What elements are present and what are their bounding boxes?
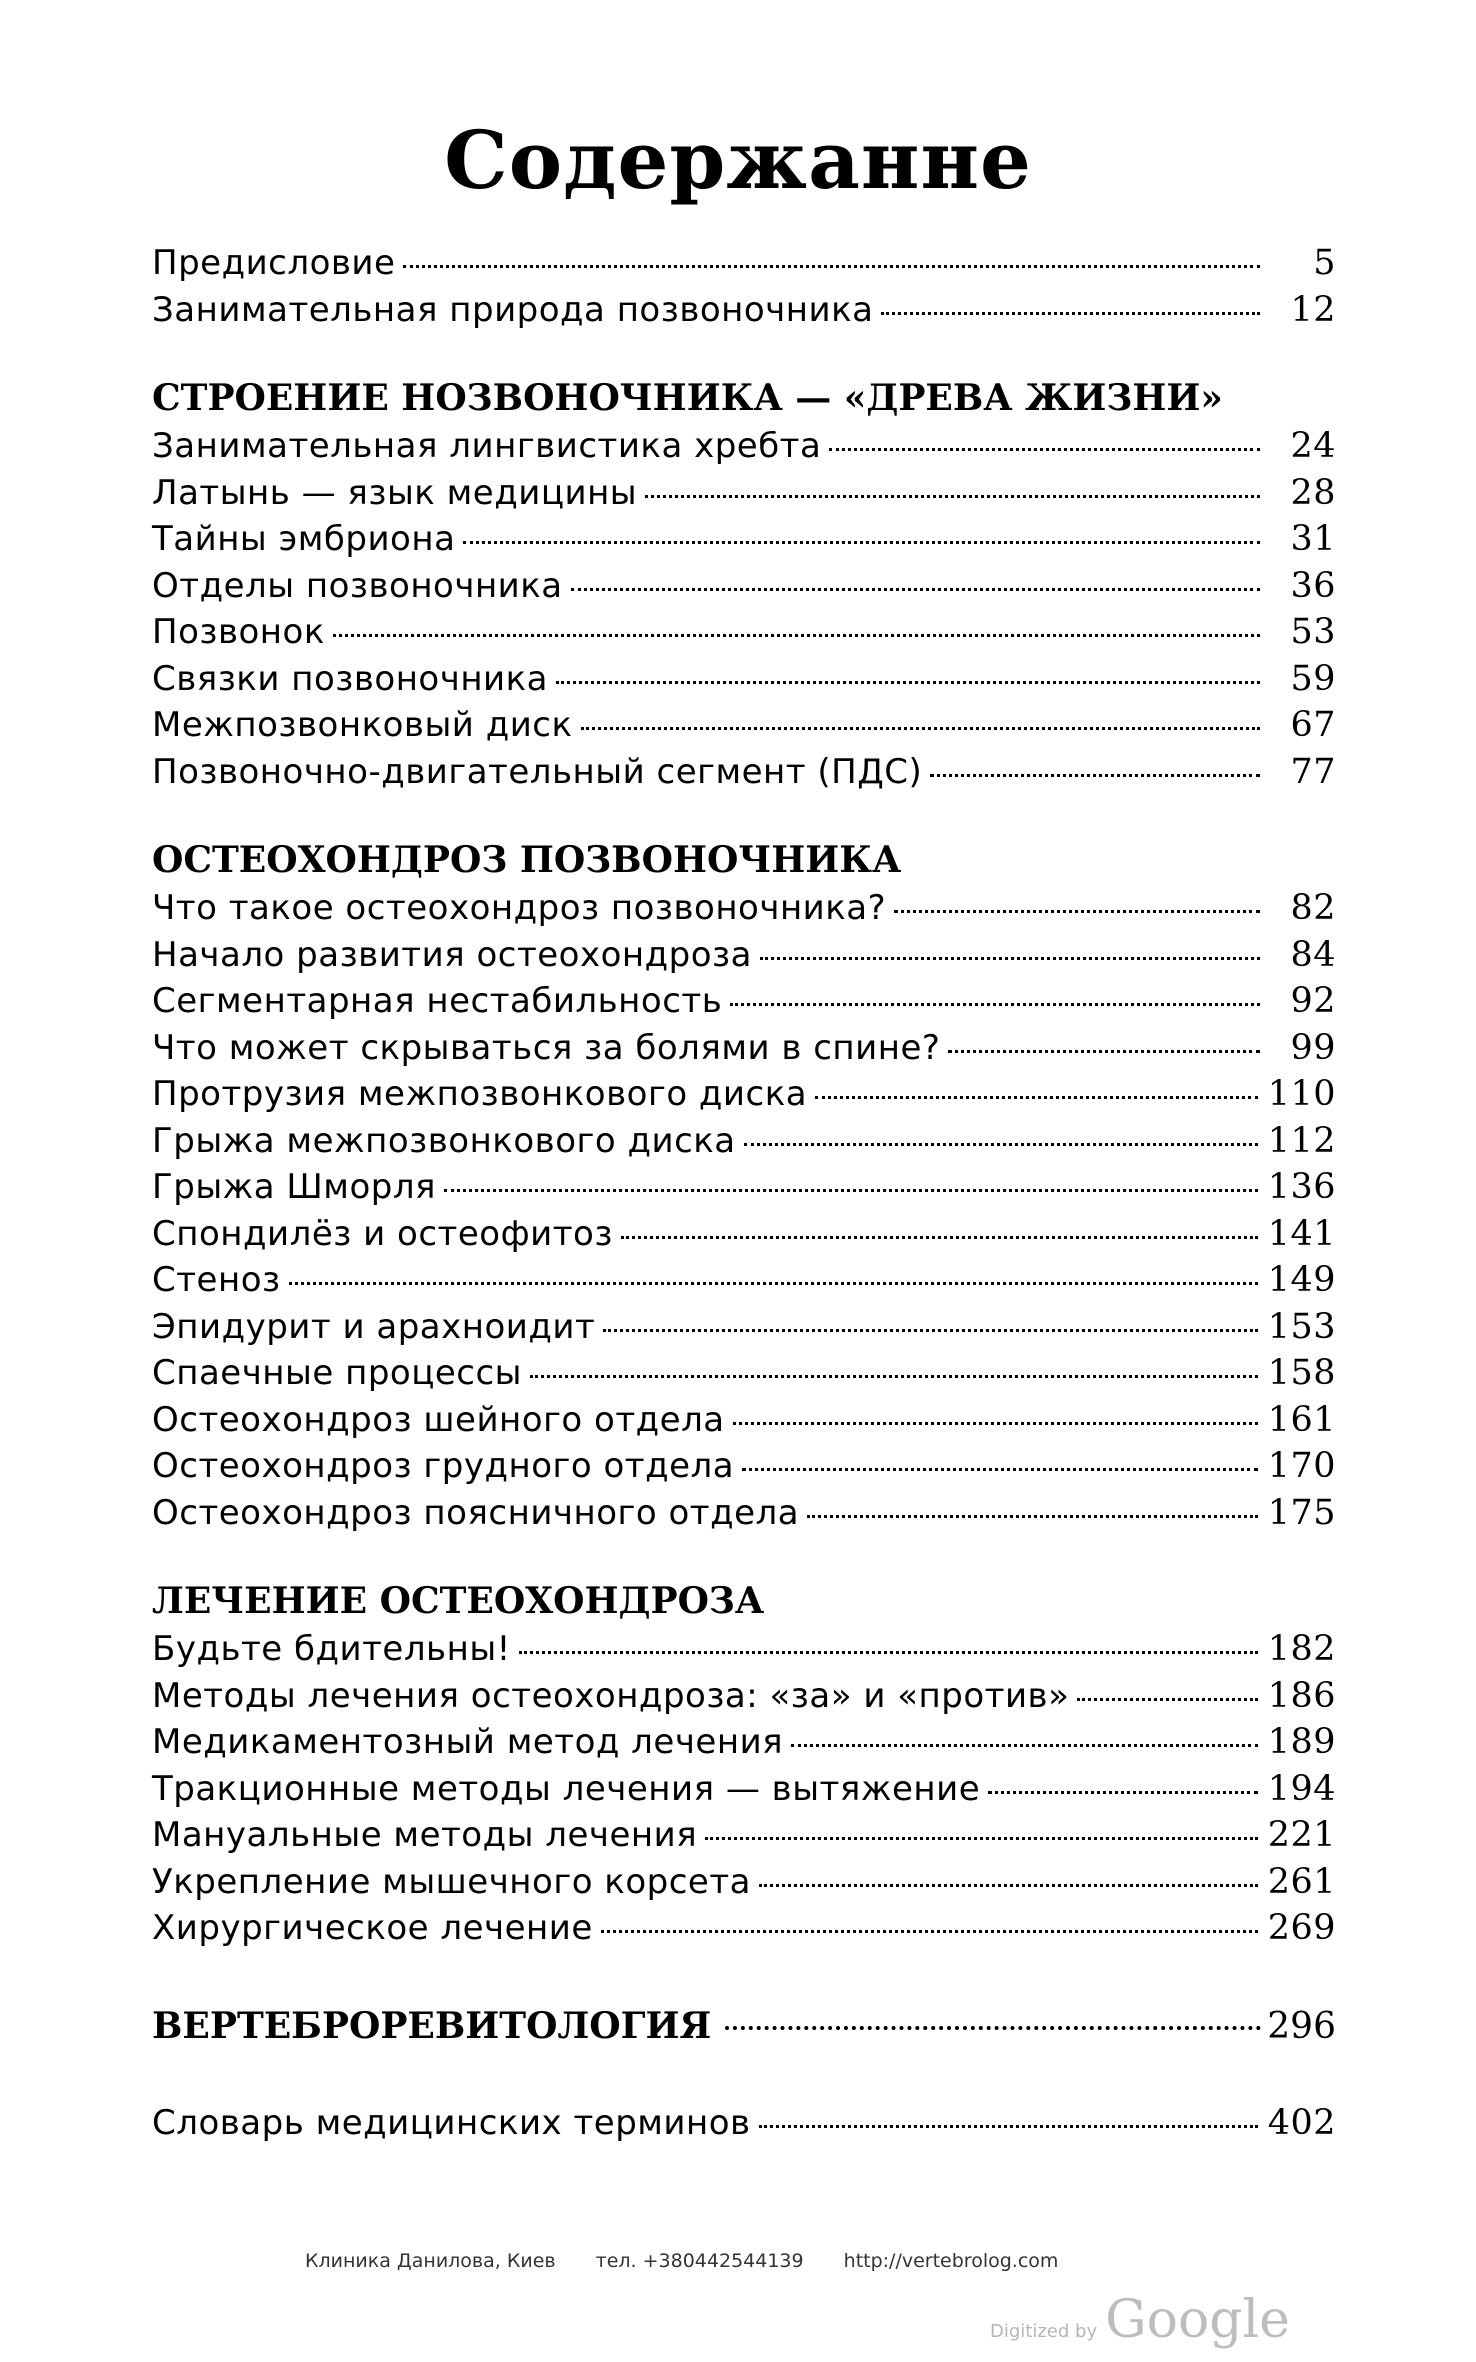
toc-section-entry[interactable] (152, 1996, 1336, 2056)
section-heading: ОСТЕОХОНДРОЗ ПОЗВОНОЧНИКА (152, 839, 902, 881)
toc-entry-page: 36 (1290, 565, 1336, 606)
toc-entry[interactable] (152, 516, 1336, 563)
section-heading: СТРОЕНИЕ НОЗВОНОЧНИКА — «ДРЕВА ЖИЗНИ» (152, 377, 1223, 419)
toc-entry-label: Мануальные методы лечения (152, 1815, 698, 1855)
toc-entry[interactable] (152, 1490, 1336, 1537)
toc-entry[interactable] (152, 287, 1336, 334)
dot-leader (705, 1837, 1257, 1840)
toc-entry-label: Предисловие (152, 243, 396, 283)
toc-entry[interactable] (152, 1859, 1336, 1906)
toc-entry-page: 12 (1290, 289, 1336, 330)
toc-entry-label: Позвонок (152, 612, 325, 652)
dot-leader (645, 495, 1260, 498)
footer-phone: тел. +380442544139 (595, 2250, 804, 2272)
toc-entry-label: Протрузия межпозвонкового диска (152, 1074, 808, 1114)
toc-entry-label: Остеохондроз грудного отдела (152, 1446, 735, 1486)
dot-leader (760, 957, 1260, 960)
dot-leader (742, 1468, 1258, 1471)
toc-entry-label: Отделы позвоночника (152, 565, 563, 606)
toc-entry-page: 28 (1290, 472, 1336, 513)
toc-entry[interactable] (152, 1071, 1336, 1118)
dot-leader (571, 588, 1260, 591)
toc-entry[interactable] (152, 1766, 1336, 1813)
toc-entry-label: Сегментарная нестабильность (152, 981, 723, 1021)
toc-entry-label: Медикаментозный метод лечения (152, 1722, 784, 1762)
toc-entry[interactable] (152, 609, 1336, 656)
toc-entry-page: 53 (1290, 612, 1336, 652)
toc-entry[interactable] (152, 1304, 1336, 1351)
digitized-prefix: Digitized by (990, 2321, 1098, 2342)
toc-entry-page: 112 (1267, 1120, 1336, 1161)
toc-entry-label: Грыжа межпозвонкового диска (152, 1120, 736, 1161)
toc-entry-label: Остеохондроз поясничного отдела (152, 1492, 800, 1533)
dot-leader (556, 681, 1260, 684)
toc-entry[interactable] (152, 1719, 1336, 1766)
toc-entry-page: 99 (1290, 1027, 1336, 1068)
toc-entry[interactable] (152, 932, 1336, 979)
toc-entry[interactable] (152, 2100, 1336, 2147)
dot-leader (444, 1189, 1258, 1192)
footer-url[interactable]: http://vertebrolog.com (843, 2250, 1059, 2272)
digitized-watermark (990, 2290, 1290, 2350)
toc-entry-page: 158 (1267, 1353, 1336, 1393)
toc-entry-label: Занимательная природа позвоночника (152, 289, 874, 330)
toc-entry-page: 67 (1290, 705, 1336, 745)
toc-entry-page: 31 (1290, 519, 1336, 559)
toc-entry-page: 110 (1267, 1074, 1336, 1114)
toc-entry-page: 161 (1267, 1399, 1336, 1440)
toc-entry-page: 84 (1290, 934, 1336, 975)
toc-entry-label: Эпидурит и арахноидит (152, 1306, 596, 1347)
toc-entry[interactable] (152, 1164, 1336, 1211)
toc-entry-label: Связки позвоночника (152, 658, 549, 699)
toc-entry[interactable] (152, 1397, 1336, 1444)
dot-leader (530, 1375, 1258, 1378)
dot-leader (791, 1744, 1258, 1747)
dot-leader (815, 1096, 1258, 1099)
toc-entry-page: 77 (1290, 751, 1336, 792)
toc-entry[interactable] (152, 978, 1336, 1025)
toc-entry-label: Занимательная лингвистика хребта (152, 426, 822, 466)
toc-entry[interactable] (152, 470, 1336, 517)
toc-entry-page: 186 (1267, 1675, 1336, 1716)
dot-leader (930, 774, 1260, 777)
toc-entry[interactable] (152, 1673, 1336, 1720)
toc-entry-label: Стеноз (152, 1260, 281, 1300)
toc-entry-page: 189 (1267, 1722, 1336, 1762)
dot-leader (730, 1003, 1260, 1006)
dot-leader (733, 1422, 1258, 1425)
toc-entry-page: 136 (1267, 1167, 1336, 1207)
toc-entry[interactable] (152, 1812, 1336, 1859)
dot-leader (621, 1236, 1258, 1239)
dot-leader (829, 448, 1260, 451)
toc-entry[interactable] (152, 563, 1336, 610)
dot-leader (519, 1651, 1258, 1654)
toc-entry-page: 296 (1267, 2005, 1336, 2047)
toc-entry[interactable] (152, 1626, 1336, 1673)
dot-leader (894, 910, 1260, 913)
toc-entry[interactable] (152, 702, 1336, 749)
toc-entry-page: 59 (1290, 658, 1336, 699)
toc-entry-label: Будьте бдительны! (152, 1629, 511, 1669)
table-of-contents (152, 240, 1336, 2146)
toc-entry-label: Спаечные процессы (152, 1353, 523, 1393)
toc-entry[interactable] (152, 1350, 1336, 1397)
toc-entry[interactable] (152, 1118, 1336, 1165)
toc-entry-label: Что такое остеохондроз позвоночника? (152, 888, 887, 928)
toc-entry[interactable] (152, 656, 1336, 703)
dot-leader (463, 541, 1260, 544)
toc-entry-label: Грыжа Шморля (152, 1167, 437, 1207)
toc-entry-label: Позвоночно-двигательный сегмент (ПДС) (152, 751, 923, 792)
dot-leader (759, 2125, 1258, 2128)
dot-leader (403, 265, 1260, 268)
toc-entry-page: 153 (1267, 1306, 1336, 1347)
toc-entry-label: Межпозвонковый диск (152, 705, 573, 745)
google-logo: Google (1105, 2290, 1290, 2350)
dot-leader (807, 1515, 1258, 1518)
toc-entry-page: 82 (1290, 888, 1336, 928)
toc-entry-page: 149 (1267, 1260, 1336, 1300)
toc-entry-label: Начало развития остеохондроза (152, 934, 752, 975)
dot-leader (333, 634, 1260, 637)
toc-entry-page: 5 (1313, 243, 1336, 283)
toc-entry-page: 24 (1290, 426, 1336, 466)
toc-entry[interactable] (152, 1211, 1336, 1258)
toc-entry-label: Тракционные методы лечения — вытяжение (152, 1768, 981, 1809)
toc-entry-label: Латынь — язык медицины (152, 472, 638, 513)
page-footer (305, 2250, 1092, 2272)
page-title: Содержанне (444, 113, 1032, 207)
toc-entry[interactable] (152, 240, 1336, 287)
dot-leader (948, 1050, 1260, 1053)
toc-entry-page: 141 (1267, 1213, 1336, 1254)
dot-leader (725, 2026, 1261, 2030)
toc-entry-page: 170 (1267, 1446, 1336, 1486)
toc-entry[interactable] (152, 1025, 1336, 1072)
toc-entry-page: 269 (1267, 1908, 1336, 1948)
dot-leader (1077, 1698, 1257, 1701)
toc-entry[interactable] (152, 1257, 1336, 1304)
dot-leader (744, 1143, 1258, 1146)
dot-leader (603, 1329, 1257, 1332)
dot-leader (988, 1791, 1258, 1794)
toc-entry-page: 261 (1267, 1861, 1336, 1902)
toc-entry-page: 402 (1267, 2102, 1336, 2143)
toc-entry[interactable] (152, 423, 1336, 470)
toc-entry-page: 92 (1290, 981, 1336, 1021)
section-heading: ЛЕЧЕНИЕ ОСТЕОХОНДРОЗА (152, 1580, 765, 1622)
toc-entry-label: Хирургическое лечение (152, 1908, 593, 1948)
toc-entry-label: Остеохондроз шейного отдела (152, 1399, 725, 1440)
toc-entry-label: Тайны эмбриона (152, 519, 456, 559)
toc-entry-label: Методы лечения остеохондроза: «за» и «против» (152, 1675, 1070, 1716)
toc-entry-label: Спондилёз и остеофитоз (152, 1213, 613, 1254)
toc-entry-label: Словарь медицинских терминов (152, 2102, 751, 2143)
toc-entry-label: Что может скрываться за болями в спине? (152, 1027, 941, 1068)
toc-entry[interactable] (152, 749, 1336, 796)
dot-leader (881, 312, 1260, 315)
toc-entry[interactable] (152, 885, 1336, 932)
dot-leader (581, 727, 1260, 730)
toc-entry-page: 175 (1267, 1492, 1336, 1533)
toc-entry-label: ВЕРТЕБРОРЕВИТОЛОГИЯ (152, 2004, 712, 2047)
toc-entry-page: 221 (1267, 1815, 1336, 1855)
toc-entry-page: 182 (1267, 1629, 1336, 1669)
dot-leader (759, 1884, 1258, 1887)
toc-entry[interactable] (152, 1905, 1336, 1952)
toc-entry[interactable] (152, 1443, 1336, 1490)
footer-clinic: Клиника Данилова, Киев (305, 2250, 556, 2272)
dot-leader (601, 1930, 1258, 1933)
toc-entry-label: Укрепление мышечного корсета (152, 1861, 751, 1902)
toc-entry-page: 194 (1267, 1768, 1336, 1809)
dot-leader (289, 1282, 1258, 1285)
